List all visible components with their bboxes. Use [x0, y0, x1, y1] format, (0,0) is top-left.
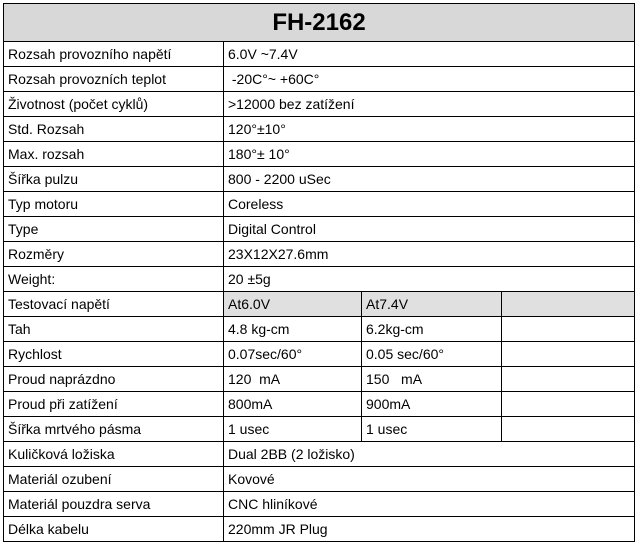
row-value: Dual 2BB (2 ložisko): [224, 442, 635, 467]
voltage-header-1: At6.0V: [224, 292, 362, 317]
row-label: Testovací napětí: [4, 292, 224, 317]
row-label: Kuličková ložiska: [4, 442, 224, 467]
row-value: >12000 bez zatížení: [224, 92, 635, 117]
table-row: [4, 192, 635, 217]
row-value: -20C°~ +60C°: [224, 67, 635, 92]
table-row: [4, 217, 635, 242]
table-body: [4, 42, 635, 542]
row-value: Digital Control: [224, 217, 635, 242]
test-header-row: [4, 292, 635, 317]
table-row: [4, 342, 635, 367]
table-row: [4, 492, 635, 517]
row-value: Kovové: [224, 467, 635, 492]
table-row: [4, 417, 635, 442]
value-extra: [502, 367, 635, 392]
row-label: Materiál pouzdra serva: [4, 492, 224, 517]
table-row: [4, 367, 635, 392]
row-label: Typ motoru: [4, 192, 224, 217]
row-value: 180°± 10°: [224, 142, 635, 167]
value-at-6v: 120 mA: [224, 367, 362, 392]
row-label: Type: [4, 217, 224, 242]
value-at-6v: 4.8 kg-cm: [224, 317, 362, 342]
table-row: [4, 167, 635, 192]
value-at-7v4: 6.2kg-cm: [362, 317, 502, 342]
row-label: Max. rozsah: [4, 142, 224, 167]
table-title: FH-2162: [4, 4, 635, 42]
table-row: [4, 42, 635, 67]
row-label: Rozsah provozního napětí: [4, 42, 224, 67]
row-value: CNC hliníkové: [224, 492, 635, 517]
row-label: Rychlost: [4, 342, 224, 367]
value-at-7v4: 0.05 sec/60°: [362, 342, 502, 367]
row-value: 220mm JR Plug: [224, 517, 635, 542]
value-at-7v4: 150 mA: [362, 367, 502, 392]
voltage-header-3: [502, 292, 635, 317]
value-at-7v4: 1 usec: [362, 417, 502, 442]
row-label: Rozsah provozních teplot: [4, 67, 224, 92]
row-label: Šířka pulzu: [4, 167, 224, 192]
row-label: Std. Rozsah: [4, 117, 224, 142]
table-row: [4, 442, 635, 467]
title-row: [4, 4, 635, 42]
row-label: Materiál ozubení: [4, 467, 224, 492]
row-label: Proud naprázdno: [4, 367, 224, 392]
table-row: [4, 242, 635, 267]
row-value: 120°±10°: [224, 117, 635, 142]
row-value: Coreless: [224, 192, 635, 217]
table-row: [4, 467, 635, 492]
table-row: [4, 517, 635, 542]
voltage-header-2: At7.4V: [362, 292, 502, 317]
table-row: [4, 267, 635, 292]
row-label: Tah: [4, 317, 224, 342]
row-value: 20 ±5g: [224, 267, 635, 292]
table-row: [4, 392, 635, 417]
row-value: 800 - 2200 uSec: [224, 167, 635, 192]
value-extra: [502, 342, 635, 367]
row-value: 23X12X27.6mm: [224, 242, 635, 267]
row-label: Rozměry: [4, 242, 224, 267]
row-label: Proud při zatížení: [4, 392, 224, 417]
table-row: [4, 317, 635, 342]
row-value: 6.0V ~7.4V: [224, 42, 635, 67]
table-row: [4, 142, 635, 167]
value-at-6v: 1 usec: [224, 417, 362, 442]
value-extra: [502, 392, 635, 417]
value-at-6v: 0.07sec/60°: [224, 342, 362, 367]
value-extra: [502, 417, 635, 442]
row-label: Šířka mrtvého pásma: [4, 417, 224, 442]
spec-table: [3, 3, 635, 542]
value-extra: [502, 317, 635, 342]
table-row: [4, 92, 635, 117]
table-row: [4, 67, 635, 92]
row-label: Délka kabelu: [4, 517, 224, 542]
value-at-6v: 800mA: [224, 392, 362, 417]
value-at-7v4: 900mA: [362, 392, 502, 417]
row-label: Životnost (počet cyklů): [4, 92, 224, 117]
table-row: [4, 117, 635, 142]
row-label: Weight:: [4, 267, 224, 292]
